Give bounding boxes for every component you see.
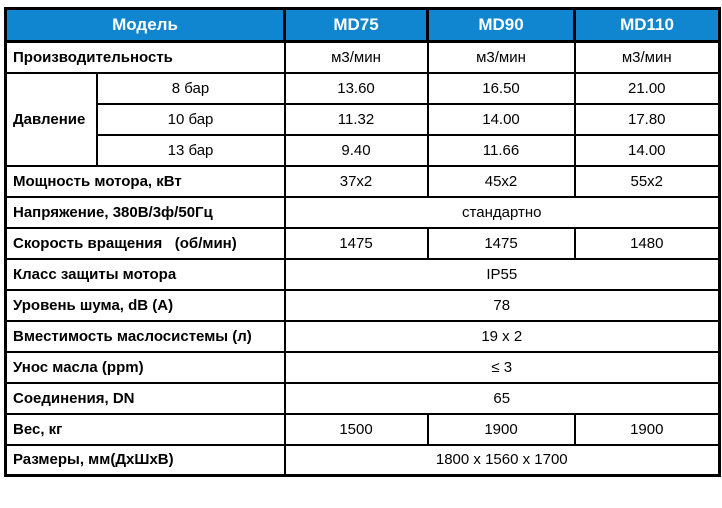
- header-md90-cell: MD90: [428, 9, 575, 42]
- oil-capacity-label: Вместимость маслосистемы (л): [6, 321, 285, 352]
- pressure-8bar-label: 8 бар: [97, 73, 285, 104]
- voltage-label: Напряжение, 380В/3ф/50Гц: [6, 197, 285, 228]
- weight-md110-cell: 1900: [575, 414, 720, 445]
- dimensions-label: Размеры, мм(ДхШхВ): [6, 445, 285, 476]
- weight-md75-cell: 1500: [285, 414, 428, 445]
- motor-power-md75-cell: 37x2: [285, 166, 428, 197]
- voltage-row: [6, 197, 720, 228]
- motor-power-md90-cell: 45x2: [428, 166, 575, 197]
- capacity-row: [6, 42, 720, 73]
- pressure-13bar-md110-cell: 14.00: [575, 135, 720, 166]
- oil-carryover-value-cell: ≤ 3: [285, 352, 720, 383]
- pressure-10bar-md75-cell: 11.32: [285, 104, 428, 135]
- motor-power-md110-cell: 55x2: [575, 166, 720, 197]
- protection-class-value-cell: IP55: [285, 259, 720, 290]
- spec-table: [4, 7, 721, 477]
- header-md75-cell: MD75: [285, 9, 428, 42]
- oil-carryover-row: [6, 352, 720, 383]
- pressure-13bar-label: 13 бар: [97, 135, 285, 166]
- pressure-8bar-md75-cell: 13.60: [285, 73, 428, 104]
- rotation-speed-row: [6, 228, 720, 259]
- weight-label: Вес, кг: [6, 414, 285, 445]
- connections-label: Соединения, DN: [6, 383, 285, 414]
- weight-md90-cell: 1900: [428, 414, 575, 445]
- pressure-row-13bar: [6, 135, 720, 166]
- rotation-speed-md90-cell: 1475: [428, 228, 575, 259]
- noise-level-row: [6, 290, 720, 321]
- header-model-cell: Модель: [6, 9, 285, 42]
- header-md110-cell: MD110: [575, 9, 720, 42]
- pressure-10bar-md90-cell: 14.00: [428, 104, 575, 135]
- capacity-md75-cell: м3/мин: [285, 42, 428, 73]
- dimensions-value-cell: 1800 x 1560 x 1700: [285, 445, 720, 476]
- pressure-row-10bar: [6, 104, 720, 135]
- pressure-10bar-label: 10 бар: [97, 104, 285, 135]
- motor-power-label: Мощность мотора, кВт: [6, 166, 285, 197]
- weight-row: [6, 414, 720, 445]
- capacity-label: Производительность: [6, 42, 285, 73]
- protection-class-row: [6, 259, 720, 290]
- pressure-10bar-md110-cell: 17.80: [575, 104, 720, 135]
- pressure-8bar-md110-cell: 21.00: [575, 73, 720, 104]
- rotation-speed-label: Скорость вращения (об/мин): [6, 228, 285, 259]
- capacity-md90-cell: м3/мин: [428, 42, 575, 73]
- voltage-value-cell: стандартно: [285, 197, 720, 228]
- noise-level-value-cell: 78: [285, 290, 720, 321]
- capacity-md110-cell: м3/мин: [575, 42, 720, 73]
- pressure-13bar-md75-cell: 9.40: [285, 135, 428, 166]
- dimensions-row: [6, 445, 720, 476]
- motor-power-row: [6, 166, 720, 197]
- noise-level-label: Уровень шума, dB (A): [6, 290, 285, 321]
- connections-row: [6, 383, 720, 414]
- pressure-13bar-md90-cell: 11.66: [428, 135, 575, 166]
- header-row: [6, 9, 720, 42]
- oil-carryover-label: Унос масла (ppm): [6, 352, 285, 383]
- pressure-row-8bar: [6, 73, 720, 104]
- protection-class-label: Класс защиты мотора: [6, 259, 285, 290]
- rotation-speed-md75-cell: 1475: [285, 228, 428, 259]
- connections-value-cell: 65: [285, 383, 720, 414]
- oil-capacity-row: [6, 321, 720, 352]
- pressure-label: Давление: [6, 73, 97, 166]
- rotation-speed-md110-cell: 1480: [575, 228, 720, 259]
- pressure-8bar-md90-cell: 16.50: [428, 73, 575, 104]
- oil-capacity-value-cell: 19 x 2: [285, 321, 720, 352]
